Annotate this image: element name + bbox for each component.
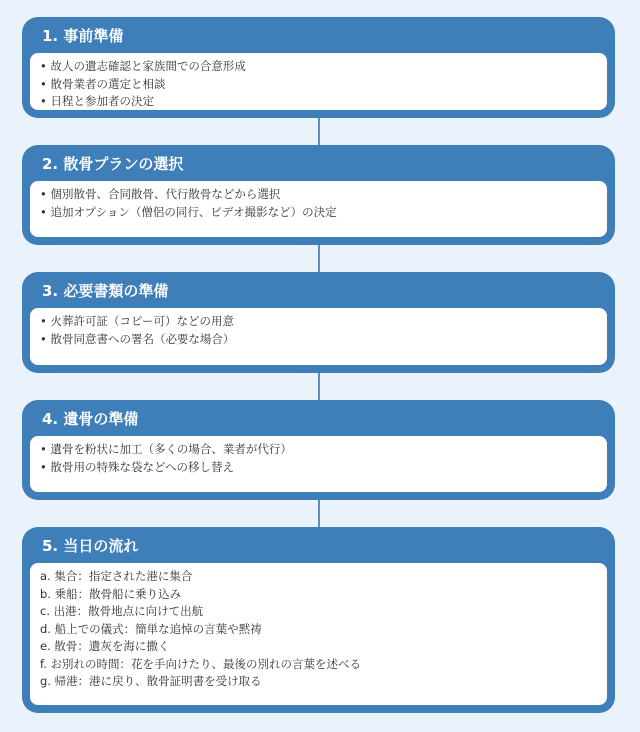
step-item-list bbox=[40, 313, 597, 348]
list-item: • 追加オプション（僧侶の同行、ビデオ撮影など）の決定 bbox=[40, 204, 337, 219]
step-body bbox=[30, 563, 607, 705]
step-body bbox=[30, 436, 607, 492]
list-item: • 散骨業者の選定と相談 bbox=[40, 76, 166, 91]
step-item-list bbox=[40, 441, 597, 476]
list-item: b. 乗船：散骨船に乗り込み bbox=[40, 586, 182, 601]
list-item: • 個別散骨、合同散骨、代行散骨などから選択 bbox=[40, 187, 281, 201]
connector-line bbox=[318, 500, 320, 527]
step-4 bbox=[22, 400, 615, 500]
connector-line bbox=[318, 118, 320, 145]
step-item-list bbox=[40, 568, 597, 691]
list-item: • 日程と参加者の決定 bbox=[40, 94, 154, 108]
list-item: f. お別れの時間：花を手向けたり、最後の別れの言葉を述べる bbox=[40, 656, 362, 671]
step-body bbox=[30, 181, 607, 237]
step-body bbox=[30, 53, 607, 110]
step-title: 4. 遺骨の準備 bbox=[42, 410, 139, 428]
connector-line bbox=[318, 245, 320, 272]
list-item: e. 散骨：遺灰を海に撒く bbox=[40, 639, 170, 653]
step-3 bbox=[22, 272, 615, 373]
list-item: • 故人の遺志確認と家族間での合意形成 bbox=[40, 59, 246, 73]
list-item: g. 帰港：港に戻り、散骨証明書を受け取る bbox=[40, 674, 262, 688]
step-body bbox=[30, 308, 607, 365]
list-item: a. 集合：指定された港に集合 bbox=[40, 569, 193, 583]
step-5 bbox=[22, 527, 615, 713]
list-item: • 火葬許可証（コピー可）などの用意 bbox=[40, 314, 234, 328]
connector-line bbox=[318, 373, 320, 400]
list-item: c. 出港：散骨地点に向けて出航 bbox=[40, 604, 204, 618]
step-2 bbox=[22, 145, 615, 245]
step-title: 3. 必要書類の準備 bbox=[42, 282, 169, 300]
list-item: d. 船上での儀式：簡単な追悼の言葉や黙祷 bbox=[40, 621, 262, 636]
step-title: 5. 当日の流れ bbox=[42, 537, 139, 555]
step-item-list bbox=[40, 58, 597, 111]
step-title: 1. 事前準備 bbox=[42, 27, 124, 45]
step-1 bbox=[22, 17, 615, 118]
step-item-list bbox=[40, 186, 597, 221]
list-item: • 散骨同意書への署名（必要な場合） bbox=[40, 331, 235, 346]
list-item: • 遺骨を粉状に加工（多くの場合、業者が代行） bbox=[40, 442, 292, 456]
step-title: 2. 散骨プランの選択 bbox=[42, 155, 184, 173]
list-item: • 散骨用の特殊な袋などへの移し替え bbox=[40, 459, 234, 474]
